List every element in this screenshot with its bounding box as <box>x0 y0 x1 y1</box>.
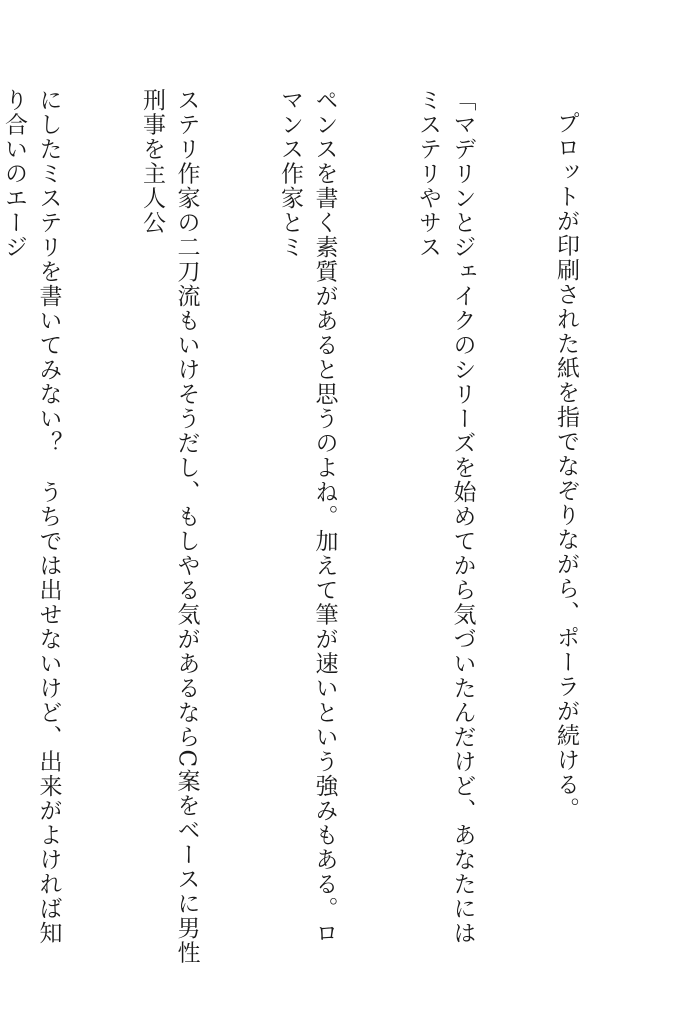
text-line-1: プロットが印刷された紙を指でなぞりながら、ポーラが続ける。 <box>553 111 579 822</box>
text-line-3: ペンスを書く素質があると思うのよね。加えて筆が速いという強みもある。ロマンス作家とミ <box>277 88 338 946</box>
vertical-text-block <box>1 88 652 968</box>
text-line-2: 「マデリンとジェイクのシリーズを始めてから気づいたんだけど、あなたにはミステリやサス <box>415 88 476 946</box>
text-line-5: にしたミステリを書いてみない？ うちでは出せないけど、出来がよければ知り合いのエージ <box>1 88 62 946</box>
text-line-4: ステリ作家の二刀流もいけそうだし、もしやる気があるならC案をベースに男性刑事を主人公 <box>139 88 200 965</box>
